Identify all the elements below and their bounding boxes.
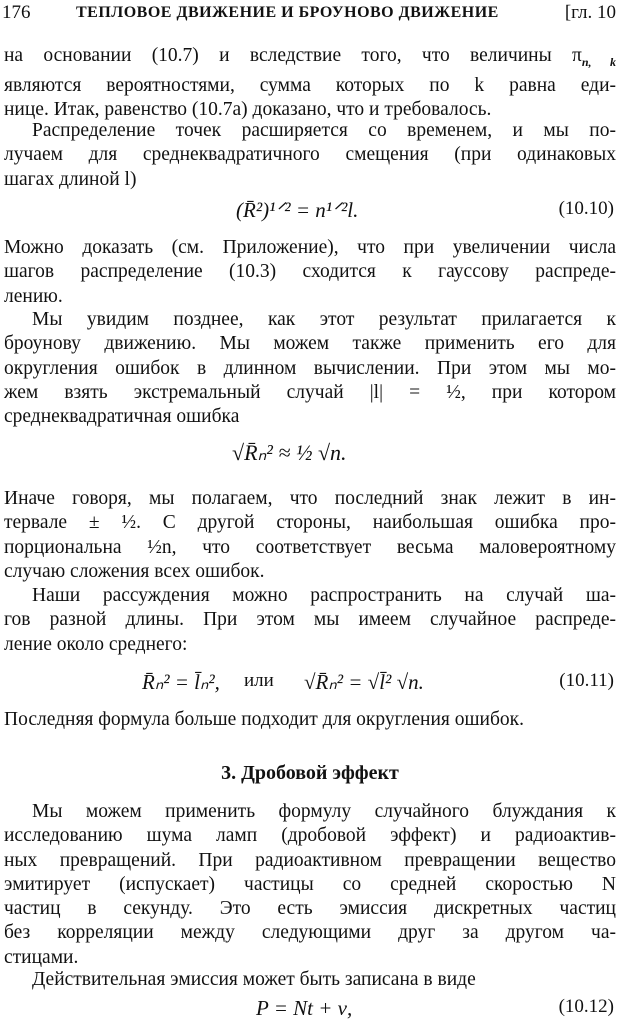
text-line: Наши рассуждения можно распространить на случай ша- [32,585,616,606]
paragraph-1 [4,44,616,123]
text-line: эмитирует (испускает) частицы со средней скоростью N [4,873,616,895]
equation-or: или [244,670,274,691]
text-line: случаю сложения всех ошибок. [4,560,265,582]
equation-number: (10.10) [558,198,614,219]
chapter-label: [гл. 10 [564,2,616,23]
equation-10-12 [0,994,620,1024]
paragraph-8 [4,800,616,970]
text-line: Последняя формула больше подходит для округления ошибок. [4,709,524,730]
paragraph-3 [4,236,616,309]
paragraph-5 [4,487,616,584]
text-line: шагов распределение (10.3) сходится к гауссову распреде- [4,261,616,283]
text-line: частиц в секунду. Это есть эмиссия дискретных частиц [4,898,616,920]
equation-left: R̄ₙ² = l̄ₙ², [142,670,220,694]
text-line: округления ошибок в длинном вычислении. При этом мы мо- [4,357,616,379]
text-line: броунову движению. Мы можем также применить его для [4,333,616,355]
paragraph-2 [4,119,616,192]
text-line: лучаем для среднеквадратичного смещения (при одинаковых [4,144,616,166]
text-line: Мы можем применить формулу случайного блуждания к [32,801,616,822]
equation-10-11 [0,666,620,700]
text-line: Распределение точек расширяется со временем, и мы по- [32,120,616,141]
equation-expression: (R̄²)¹ᐟ² = n¹ᐟ²l. [236,198,359,222]
text-line: лению. [4,285,63,307]
equation-expression: P = Nt + ν, [256,996,353,1020]
text-line: на основании (10.7) и вследствие того, что величины $\pi_{n, k}$ [4,45,616,69]
page-header [0,0,620,30]
paragraph-7 [4,708,616,732]
text-line: Действительная эмиссия может быть записана в виде [32,969,476,990]
text-line: порциональна ½n, что соответствует весьма маловероятному [4,536,616,558]
equation-number: (10.12) [558,996,614,1017]
text-line: тервале ± ½. С другой стороны, наибольшая ошибка про- [4,512,616,534]
text-line: ление около среднего: [4,633,188,655]
text-line: нице. Итак, равенство (10.7а) доказано, что и требовалось. [4,99,492,121]
text-line: шагах длиной l) [4,168,137,190]
equation-expression: √R̄ₙ² ≈ ½ √n. [232,440,347,465]
paragraph-6 [4,584,616,657]
equation-number: (10.11) [559,670,614,691]
text-line: жем взять экстремальный случай |l| = ½, при котором [4,381,616,403]
equation-10-10 [0,194,620,228]
section-heading: 3. Дробовой эффект [221,762,399,784]
text-line: гов разной длины. При этом мы имеем случайное распреде- [4,609,616,631]
text-line: исследованию шума ламп (дробовой эффект) и радиоактив- [4,825,616,847]
text-line: являются вероятностями, сумма которых по k равна еди- [4,75,616,97]
text-line: среднеквадратичная ошибка [4,406,240,428]
page-number: 176 [2,2,31,23]
text-line: Можно доказать (см. Приложение), что при увеличении числа [4,237,616,258]
text-line: Мы увидим позднее, как этот результат прилагается к [32,309,616,330]
equation-rounding-error [0,436,620,476]
text-line: ных превращений. При радиоактивном превращении вещество [4,849,616,871]
paragraph-9 [4,968,616,992]
equation-right: √R̄ₙ² = √l̄² √n. [304,670,424,694]
text-line: Иначе говоря, мы полагаем, что последний знак лежит в ин- [4,488,616,509]
text-line: стицами. [4,946,79,968]
paragraph-4 [4,308,616,429]
running-title: ТЕПЛОВОЕ ДВИЖЕНИЕ И БРОУНОВО ДВИЖЕНИЕ [76,4,499,21]
text-line: без корреляции между следующими друг за другом ча- [4,922,616,944]
